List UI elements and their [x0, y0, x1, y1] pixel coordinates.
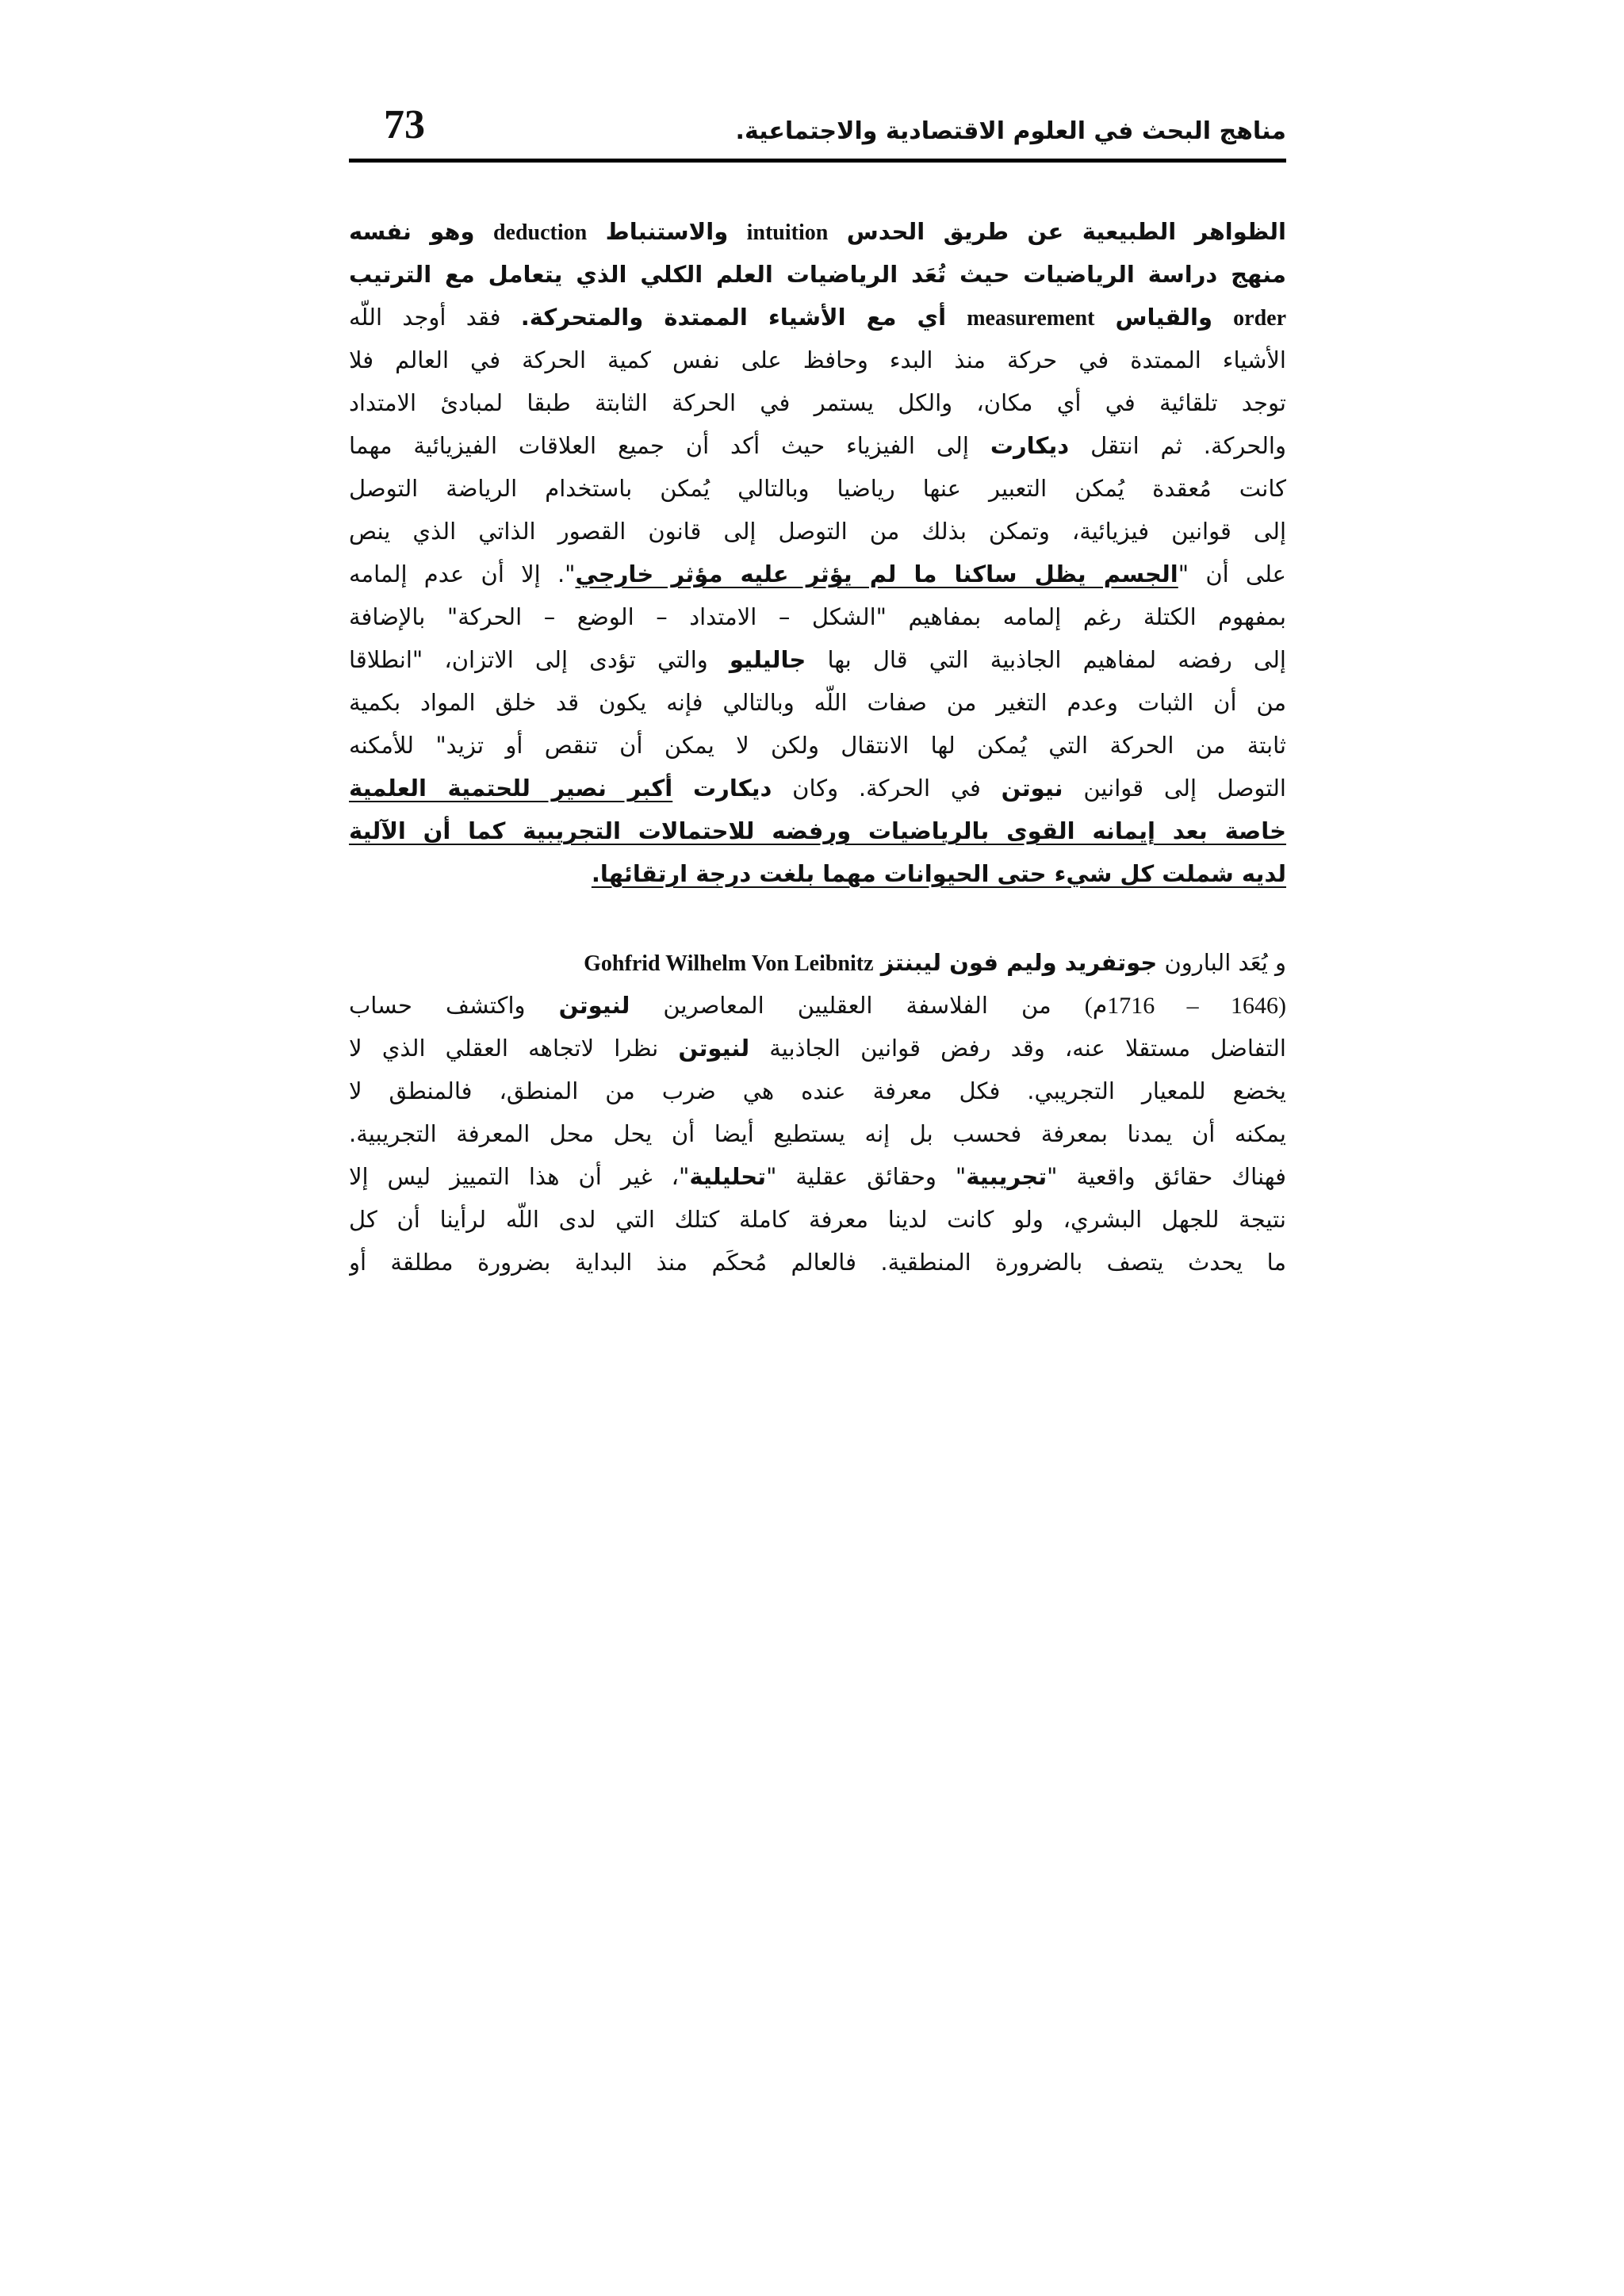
text-run [874, 949, 881, 976]
underlined-quote: الجسم يظل ساكنا ما لم يؤثر عليه مؤثر خارجي [575, 561, 1178, 587]
text-run: والحركة. ثم انتقل [1069, 432, 1286, 459]
date-range: (1646 – 1716م) [1084, 993, 1286, 1019]
bold-name: جوتفريد وليم فون ليبنتز [880, 949, 1158, 976]
latin-term: measurement [967, 306, 1095, 331]
text-run: " وحقائق عقلية " [766, 1163, 967, 1190]
text-line [349, 296, 1286, 339]
text-run: من الفلاسفة العقليين المعاصرين [630, 992, 1085, 1019]
bold-name: جاليليو [729, 646, 806, 673]
text-line: من أن الثبات وعدم التغير من صفات اللّه وبالتالي فإنه يكون قد خلق المواد بكمية [349, 689, 1286, 716]
bold-name: ديكارت [990, 432, 1070, 459]
text-run: "، غير أن هذا التمييز ليس إلا [349, 1163, 690, 1190]
text-line [349, 984, 1286, 1027]
text-line [349, 1155, 1286, 1198]
text-line: كانت مُعقدة يُمكن التعبير عنها رياضيا وبالتالي يُمكن باستخدام الرياضة التوصل [349, 475, 1286, 502]
page-body [349, 210, 1286, 1284]
text-line: نتيجة للجهل البشري، ولو كانت لدينا معرفة كاملة كتلك التي لدى اللّه لرأينا أن كل [349, 1206, 1286, 1233]
bold-name: نيوتن [1001, 775, 1063, 802]
text-run: و يُعَد البارون [1157, 949, 1286, 976]
text-run: والتي تؤدى إلى الاتزان، "انطلاقا [349, 646, 730, 673]
text-run: وهو نفسه [349, 218, 493, 245]
text-line: بمفهوم الكتلة رغم إلمامه بمفاهيم "الشكل – الامتداد – الوضع – الحركة" بالإضافة [349, 603, 1286, 630]
bold-name: ديكارت [693, 775, 772, 802]
bold-name: لنيوتن [558, 992, 630, 1019]
text-run: إلى رفضه لمفاهيم الجاذبية التي قال بها [806, 646, 1286, 673]
underlined-phrase: أكبر نصير للحتمية العلمية [349, 775, 673, 802]
bold-term: تجريبية [966, 1163, 1048, 1190]
bold-run: أي مع الأشياء الممتدة والمتحركة. [520, 304, 967, 331]
text-run: الظواهر الطبيعية عن طريق الحدس [828, 218, 1286, 245]
latin-term: deduction [492, 220, 588, 245]
running-header-title: مناهج البحث في العلوم الاقتصادية والاجتماعية. [735, 117, 1286, 145]
text-run: على أن " [1178, 561, 1286, 587]
text-run [672, 775, 693, 802]
latin-name: Gohfrid Wilhelm Von Leibnitz [584, 951, 874, 976]
paragraph-gap [349, 895, 1286, 941]
text-line: الأشياء الممتدة في حركة منذ البدء وحافظ على نفس كمية الحركة في العالم فلا [349, 346, 1286, 373]
text-line [349, 424, 1286, 467]
text-run: التوصل إلى قوانين [1063, 775, 1286, 802]
text-run: نظرا لاتجاهه العقلي الذي لا [349, 1035, 679, 1062]
text-line: خاصة بعد إيمانه القوى بالرياضيات ورفضه للاحتمالات التجريبية كما أن الآلية [349, 817, 1286, 844]
paragraph-leibniz [349, 941, 1286, 1284]
page-header [349, 101, 1286, 163]
text-run: واكتشف حساب [349, 992, 559, 1019]
text-run: فهناك حقائق واقعية " [1047, 1163, 1286, 1190]
text-line: إلى قوانين فيزيائية، وتمكن بذلك من التوصل إلى قانون القصور الذاتي الذي ينص [349, 518, 1286, 545]
text-line: يخضع للمعيار التجريبي. فكل معرفة عنده هي ضرب من المنطق، فالمنطق لا [349, 1077, 1286, 1104]
text-line: توجد تلقائية في أي مكان، والكل يستمر في الحركة الثابتة طبقا لمبادئ الامتداد [349, 389, 1286, 416]
text-line [349, 1027, 1286, 1070]
text-run: إلى الفيزياء حيث أكد أن جميع العلاقات الفيزيائية مهما [349, 432, 990, 459]
text-run: التفاضل مستقلا عنه، وقد رفض قوانين الجاذبية [749, 1035, 1286, 1062]
paragraph-descartes [349, 210, 1286, 895]
text-line [349, 767, 1286, 809]
latin-term: intuition [746, 220, 829, 245]
text-line: لديه شملت كل شيء حتى الحيوانات مهما بلغت درجة ارتقائها. [591, 860, 1286, 887]
latin-term: order [1233, 306, 1286, 331]
text-line [349, 941, 1286, 984]
text-line: ثابتة من الحركة التي يُمكن لها الانتقال ولكن لا يمكن أن تنقص أو تزيد" للأمكنه [349, 732, 1286, 759]
page-number: 73 [384, 102, 425, 147]
text-run: في الحركة. وكان [772, 775, 1002, 802]
text-run: ". إلا أن عدم إلمامه [349, 561, 576, 587]
text-line [349, 210, 1286, 253]
text-line: ما يحدث يتصف بالضرورة المنطقية. فالعالم مُحكَم منذ البداية بضرورة مطلقة أو [349, 1249, 1286, 1276]
text-run: فقد أوجد اللّه [349, 304, 521, 331]
text-line [349, 638, 1286, 681]
text-line: منهج دراسة الرياضيات حيث تُعَد الرياضيات العلم الكلي الذي يتعامل مع الترتيب [349, 261, 1286, 288]
bold-term: تحليلية [689, 1163, 767, 1190]
bold-run: والقياس [1094, 304, 1234, 331]
bold-name: لنيوتن [678, 1035, 750, 1062]
text-run: والاستنباط [587, 218, 747, 245]
text-line: يمكنه أن يمدنا بمعرفة فحسب بل إنه يستطيع أيضا أن يحل محل المعرفة التجريبية. [349, 1120, 1286, 1147]
text-line [349, 553, 1286, 595]
